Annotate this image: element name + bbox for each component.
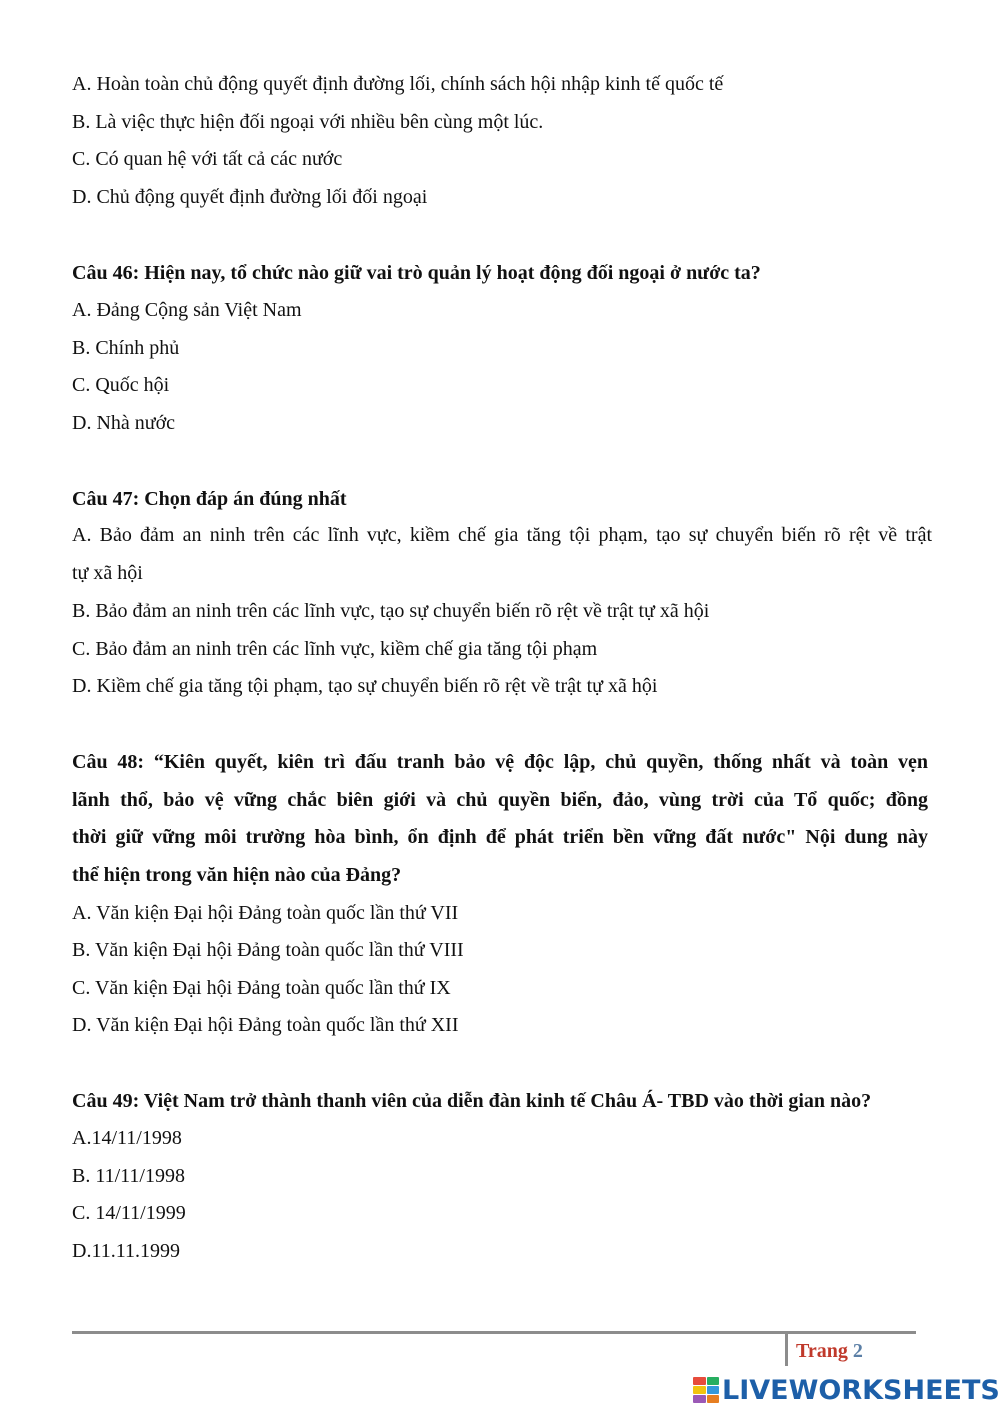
page-label: Trang bbox=[796, 1340, 848, 1362]
q46-option-a: A. Đảng Cộng sản Việt Nam bbox=[72, 299, 302, 321]
footer-divider bbox=[785, 1334, 788, 1366]
q48-option-d: D. Văn kiện Đại hội Đảng toàn quốc lần thứ XII bbox=[72, 1014, 459, 1036]
footer-rule bbox=[72, 1331, 916, 1334]
page-number bbox=[796, 1340, 863, 1363]
q48-question bbox=[72, 744, 928, 894]
q49-option-b: B. 11/11/1998 bbox=[72, 1165, 185, 1187]
q48-option-a: A. Văn kiện Đại hội Đảng toàn quốc lần thứ VII bbox=[72, 902, 459, 924]
liveworksheets-wordmark: LIVEWORKSHEETS bbox=[722, 1374, 1000, 1406]
q49-option-d: D.11.11.1999 bbox=[72, 1240, 180, 1262]
q46-question: Câu 46: Hiện nay, tổ chức nào giữ vai trò quản lý hoạt động đối ngoại ở nước ta? bbox=[72, 262, 761, 284]
q48-question-line4: thể hiện trong văn hiện nào của Đảng? bbox=[72, 863, 402, 886]
q45-option-c: C. Có quan hệ với tất cả các nước bbox=[72, 148, 343, 170]
q46-option-b: B. Chính phủ bbox=[72, 337, 180, 359]
q49-option-a: A.14/11/1998 bbox=[72, 1127, 182, 1149]
q47-option-d: D. Kiềm chế gia tăng tội phạm, tạo sự chuyển biến rõ rệt về trật tự xã hội bbox=[72, 675, 658, 697]
q46-option-d: D. Nhà nước bbox=[72, 412, 176, 434]
q48-question-line3: thời giữ vững môi trường hòa bình, ổn định để phát triển bền vững đất nước" Nội dung này bbox=[72, 826, 928, 849]
q48-option-c: C. Văn kiện Đại hội Đảng toàn quốc lần thứ IX bbox=[72, 977, 451, 999]
q45-option-d: D. Chủ động quyết định đường lối đối ngoại bbox=[72, 186, 428, 208]
q47-option-b: B. Bảo đảm an ninh trên các lĩnh vực, tạo sự chuyển biến rõ rệt về trật tự xã hội bbox=[72, 600, 710, 622]
liveworksheets-logo-icon bbox=[693, 1377, 719, 1403]
q47-question: Câu 47: Chọn đáp án đúng nhất bbox=[72, 488, 347, 510]
q47-option-a bbox=[72, 517, 932, 592]
q48-question-line1: Câu 48: “Kiên quyết, kiên trì đấu tranh bảo vệ độc lập, chủ quyền, thống nhất và toàn vẹn bbox=[72, 751, 928, 773]
q47-option-a-line2: tự xã hội bbox=[72, 561, 143, 584]
q49-option-c: C. 14/11/1999 bbox=[72, 1202, 186, 1224]
page-number-value: 2 bbox=[852, 1340, 863, 1362]
q47-option-c: C. Bảo đảm an ninh trên các lĩnh vực, kiềm chế gia tăng tội phạm bbox=[72, 638, 598, 660]
q48-question-line2: lãnh thổ, bảo vệ vững chắc biên giới và chủ quyền biển, đảo, vùng trời của Tổ quốc; đồng bbox=[72, 788, 928, 811]
q49-question: Câu 49: Việt Nam trở thành thanh viên của diễn đàn kinh tế Châu Á- TBD vào thời gian nào? bbox=[72, 1090, 872, 1112]
q47-option-a-line1: A. Bảo đảm an ninh trên các lĩnh vực, kiềm chế gia tăng tội phạm, tạo sự chuyển biến rõ rệt về trật bbox=[72, 524, 932, 546]
liveworksheets-brand bbox=[693, 1373, 1000, 1407]
q46-option-c: C. Quốc hội bbox=[72, 374, 170, 396]
q45-option-b: B. Là việc thực hiện đối ngoại với nhiều bên cùng một lúc. bbox=[72, 111, 544, 133]
q45-option-a: A. Hoàn toàn chủ động quyết định đường lối, chính sách hội nhập kinh tế quốc tế bbox=[72, 73, 724, 95]
q48-option-b: B. Văn kiện Đại hội Đảng toàn quốc lần thứ VIII bbox=[72, 939, 464, 961]
